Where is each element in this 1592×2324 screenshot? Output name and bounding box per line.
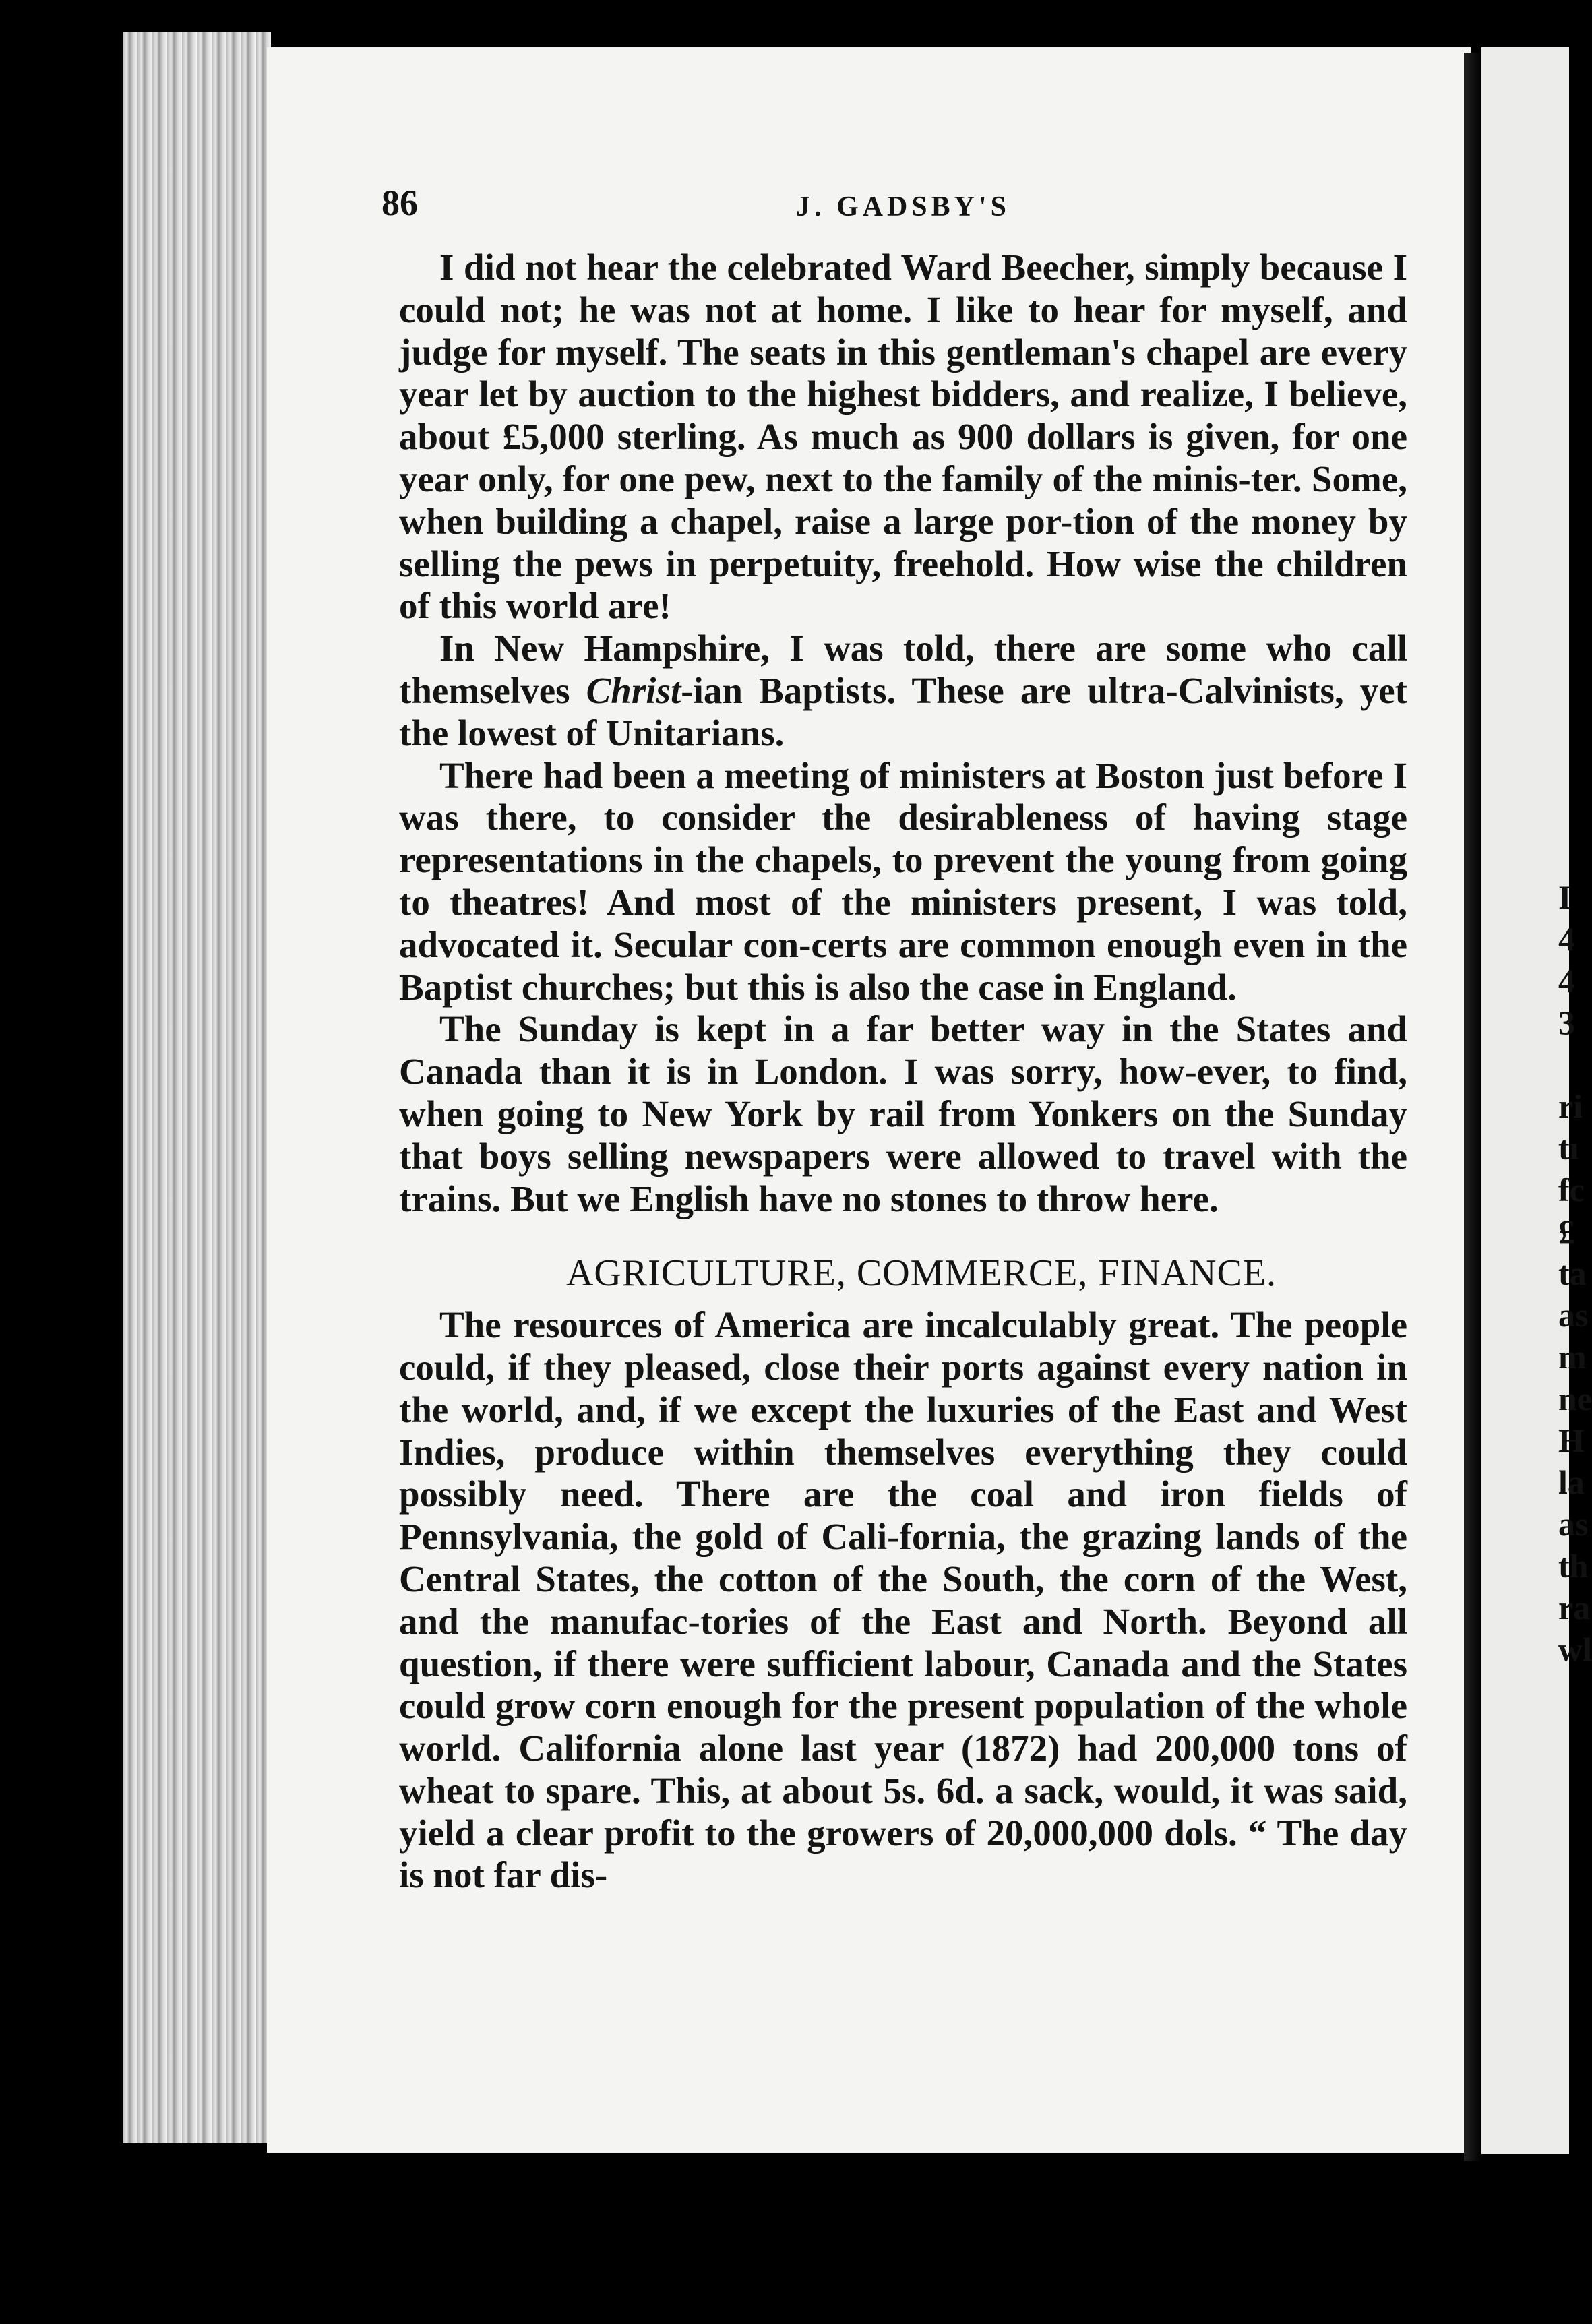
facing-page-fragment: th: [1558, 1547, 1589, 1585]
page-text-block: [381, 182, 1407, 1897]
paragraph-text: -ian Baptists. These are ultra-Calvinists, yet the lowest of Unitarians.: [399, 669, 1407, 754]
paragraph-resources: The resources of America are incalculably great. The people could, if they pleased, close their ports against every nation in the world, and, if we except the luxuries of the East and West Indies, produce within themselves everything they could possibly need. There are the coal and iron fields of Pennsylvania, the gold of Cali-fornia, the grazing lands of the Central States, the cotton of the South, the corn of the West, and the manufac-tories of the East and North. Beyond all question, if there were sufficient labour, Canada and the States could grow corn enough for the present population of the whole world. California alone last year (1872) had 200,000 tons of wheat to spare. This, at about 5s. 6d. a sack, would, it was said, yield a clear profit to the growers of 20,000,000 dols. “ The day is not far dis-: [399, 1304, 1407, 1896]
facing-page-fragment: la: [1558, 1463, 1585, 1501]
facing-page-fragments: [1558, 876, 1592, 1670]
facing-page-fragment: 3: [1558, 1004, 1575, 1041]
facing-page-fragment: as: [1558, 1505, 1589, 1543]
paragraph-new-hampshire: [399, 628, 1407, 754]
facing-page-fragment: ne: [1558, 1380, 1592, 1417]
facing-page-fragment: [1558, 1043, 1569, 1085]
facing-page-fragment: 4: [1558, 920, 1575, 958]
facing-page-fragment: ra: [1558, 1589, 1591, 1626]
facing-page-fragment: as: [1558, 1296, 1589, 1334]
facing-page-fragment: ta: [1558, 1254, 1587, 1292]
book-gutter: [1464, 53, 1481, 2161]
running-title: J. GADSBY'S: [795, 191, 1011, 222]
facing-page-fragment: H: [1558, 1421, 1585, 1459]
facing-page-fragment: 4: [1558, 962, 1575, 1000]
facing-page-fragment: m: [1558, 1338, 1587, 1376]
facing-page-fragment: wl: [1558, 1630, 1592, 1668]
facing-page-fragment: I: [1558, 878, 1572, 916]
running-head: [381, 182, 1407, 224]
book-page-edges: [123, 32, 271, 2143]
paragraph-beecher: I did not hear the celebrated Ward Beecher, simply because I could not; he was not at home. I like to hear for myself, and judge for myself. The seats in this gentleman's chapel are every year let by auction to the highest bidders, and realize, I believe, about £5,000 sterling. As much as 900 dollars is given, for one year only, for one pew, next to the family of the minis-ter. Some, when building a chapel, raise a large por-tion of the money by selling the pews in perpetuity, freehold. How wise the children of this world are!: [399, 247, 1407, 627]
italic-word: Christ: [586, 669, 681, 711]
section-heading: AGRICULTURE, COMMERCE, FINANCE.: [565, 1252, 1277, 1295]
paragraph-boston-meeting: There had been a meeting of ministers at Boston just before I was there, to consider the desirableness of having stage representations in the chapels, to prevent the young from going to theatres! And most of the ministers present, I was told, advocated it. Secular con-certs are common enough even in the Baptist churches; but this is also the case in England.: [399, 754, 1407, 1008]
page-number: 86: [381, 183, 418, 223]
facing-page-fragment: tı: [1558, 1129, 1579, 1167]
facing-page-fragment: fc: [1558, 1171, 1585, 1209]
paragraph-text: In New Hampshire, I was told, there are some who call themselves: [399, 628, 1407, 711]
facing-page-fragment: ri: [1558, 1087, 1583, 1125]
paragraph-sunday: The Sunday is kept in a far better way in the States and Canada than it is in London. I was sorry, how-ever, to find, when going to New York by rail from Yonkers on the Sunday that boys selling newspapers were allowed to travel with the trains. But we English have no stones to throw here.: [399, 1008, 1407, 1219]
facing-page-fragment: £: [1558, 1213, 1575, 1250]
